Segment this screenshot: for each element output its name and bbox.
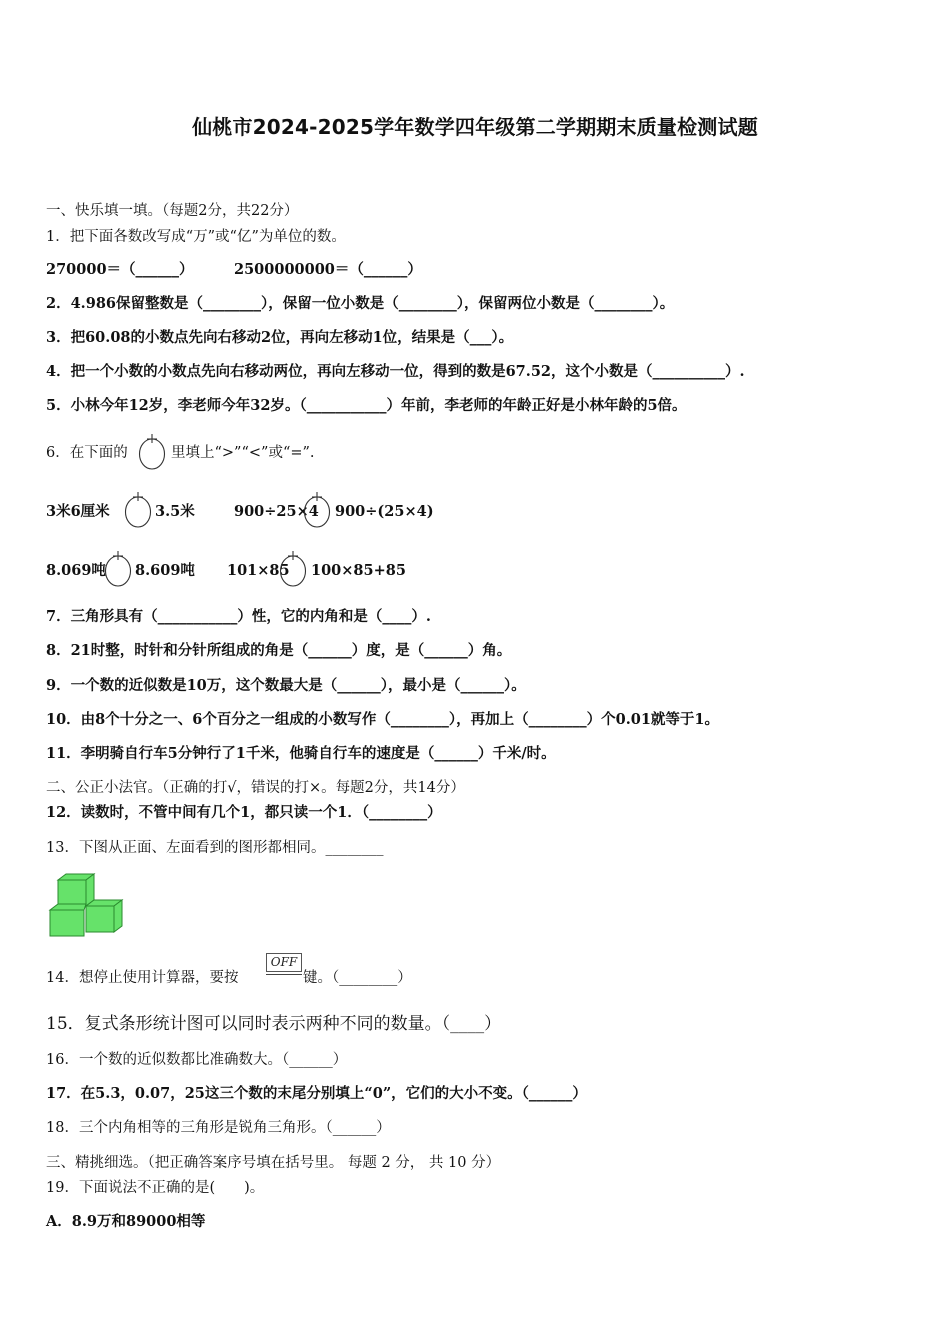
compare-right-2: 900÷(25×4) (335, 503, 434, 520)
question-6-suffix: 里填上“>”“<”或“=”. (171, 445, 315, 461)
off-key-icon: OFF (266, 953, 302, 972)
section-3-heading: 三、精挑细选。（把正确答案序号填在括号里。 每题 2 分， 共 10 分） (46, 1155, 501, 1171)
question-1: 1．把下面各数改写成“万”或“亿”为单位的数。 (46, 229, 346, 245)
question-11: 11．李明骑自行车5分钟行了1千米，他骑自行车的速度是（______）千米/时。 (46, 745, 556, 762)
question-3: 3．把60.08的小数点先向右移动2位，再向左移动1位，结果是（___）。 (46, 329, 514, 346)
section-1-heading: 一、快乐填一填。（每题2分，共22分） (46, 203, 299, 219)
question-6-prefix: 6．在下面的 (46, 445, 128, 461)
question-2: 2．4.986保留整数是（________），保留一位小数是（________），保留两位小数是（________）。 (46, 295, 675, 312)
compare-left-3: 8.069吨 (46, 562, 106, 579)
question-12: 12．读数时，不管中间有几个1，都只读一个1．（________） (46, 804, 442, 821)
compare-left-1: 3米6厘米 (46, 503, 110, 520)
answer-oval-icon (138, 432, 168, 472)
question-14-prefix: 14．想停止使用计算器，要按 (46, 970, 239, 986)
question-19: 19．下面说法不正确的是( )。 (46, 1180, 265, 1196)
compare-right-4: 100×85+85 (311, 562, 406, 579)
question-8: 8．21时整，时针和分针所组成的角是（______）度，是（______）角。 (46, 642, 512, 659)
question-1-a: 270000＝（______） (46, 261, 194, 278)
question-4: 4．把一个小数的小数点先向右移动两位，再向左移动一位，得到的数是67.52，这个小数是（__________）. (46, 363, 745, 380)
question-15: 15．复式条形统计图可以同时表示两种不同的数量。（____） (46, 1014, 502, 1034)
question-19-option-a: A．8.9万和89000相等 (46, 1213, 206, 1230)
answer-oval-icon (303, 490, 333, 530)
page-title: 仙桃市2024-2025学年数学四年级第二学期期末质量检测试题 (192, 115, 758, 139)
question-14-suffix: 键。（________） (303, 970, 412, 986)
answer-oval-icon (104, 549, 134, 589)
question-18: 18．三个内角相等的三角形是锐角三角形。（______） (46, 1120, 391, 1136)
compare-left-2: 900÷25×4 (234, 503, 319, 520)
cube-stack-figure (48, 872, 128, 940)
compare-right-1: 3.5米 (155, 503, 195, 520)
question-1-b: 2500000000＝（______） (234, 261, 422, 278)
question-13: 13．下图从正面、左面看到的图形都相同。________ (46, 840, 384, 856)
question-17: 17．在5.3，0.07，25这三个数的末尾分别填上“0”，它们的大小不变。（______） (46, 1085, 587, 1102)
section-2-heading: 二、公正小法官。（正确的打√，错误的打×。每题2分，共14分） (46, 780, 465, 796)
answer-oval-icon (279, 549, 309, 589)
question-5: 5．小林今年12岁，李老师今年32岁。（___________）年前，李老师的年龄正好是小林年龄的5倍。 (46, 397, 687, 414)
question-7: 7．三角形具有（___________）性，它的内角和是（____）. (46, 608, 431, 625)
compare-right-3: 8.609吨 (135, 562, 195, 579)
question-10: 10．由8个十分之一、6个百分之一组成的小数写作（________），再加上（________）个0.01就等于1。 (46, 711, 720, 728)
compare-left-4: 101×85 (227, 562, 290, 579)
question-9: 9．一个数的近似数是10万，这个数最大是（______），最小是（______）。 (46, 677, 526, 694)
question-16: 16．一个数的近似数都比准确数大。（______） (46, 1052, 348, 1068)
answer-oval-icon (124, 490, 154, 530)
